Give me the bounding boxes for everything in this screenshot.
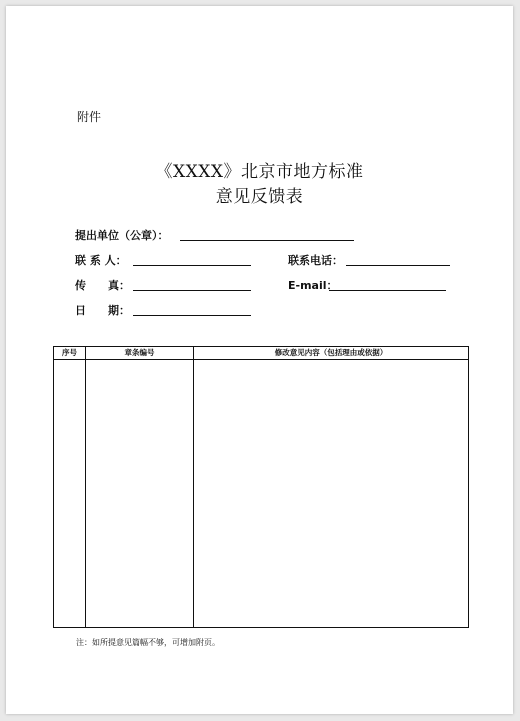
serial-number-cell[interactable] — [54, 360, 86, 628]
footnote: 注：如所提意见篇幅不够，可增加附页。 — [76, 638, 220, 647]
email-field[interactable] — [329, 290, 446, 291]
fax-label: 传 真： — [75, 279, 130, 292]
header-comment-content: 修改意见内容（包括理由或依据） — [194, 347, 469, 360]
clause-number-cell[interactable] — [86, 360, 194, 628]
contact-phone-label: 联系电话： — [288, 254, 343, 267]
date-field[interactable] — [133, 315, 251, 316]
document-subtitle: 意见反馈表 — [215, 187, 304, 207]
table-row — [54, 360, 469, 628]
submitting-unit-field[interactable] — [180, 240, 354, 241]
contact-phone-field[interactable] — [346, 265, 450, 266]
comment-content-cell[interactable] — [194, 360, 469, 628]
header-serial-number: 序号 — [54, 347, 86, 360]
email-label: E-mail： — [288, 279, 338, 292]
document-page — [6, 6, 513, 714]
header-clause-number: 章条编号 — [86, 347, 194, 360]
contact-person-field[interactable] — [133, 265, 251, 266]
attachment-label: 附件 — [77, 110, 102, 124]
date-label: 日 期： — [75, 304, 130, 317]
table-header-row — [54, 347, 469, 360]
fax-field[interactable] — [133, 290, 251, 291]
submitting-unit-label: 提出单位（公章）： — [75, 229, 169, 242]
document-title: 《XXXX》北京市地方标准 — [155, 162, 364, 182]
contact-person-label: 联 系 人： — [75, 254, 127, 267]
feedback-table — [53, 346, 469, 628]
